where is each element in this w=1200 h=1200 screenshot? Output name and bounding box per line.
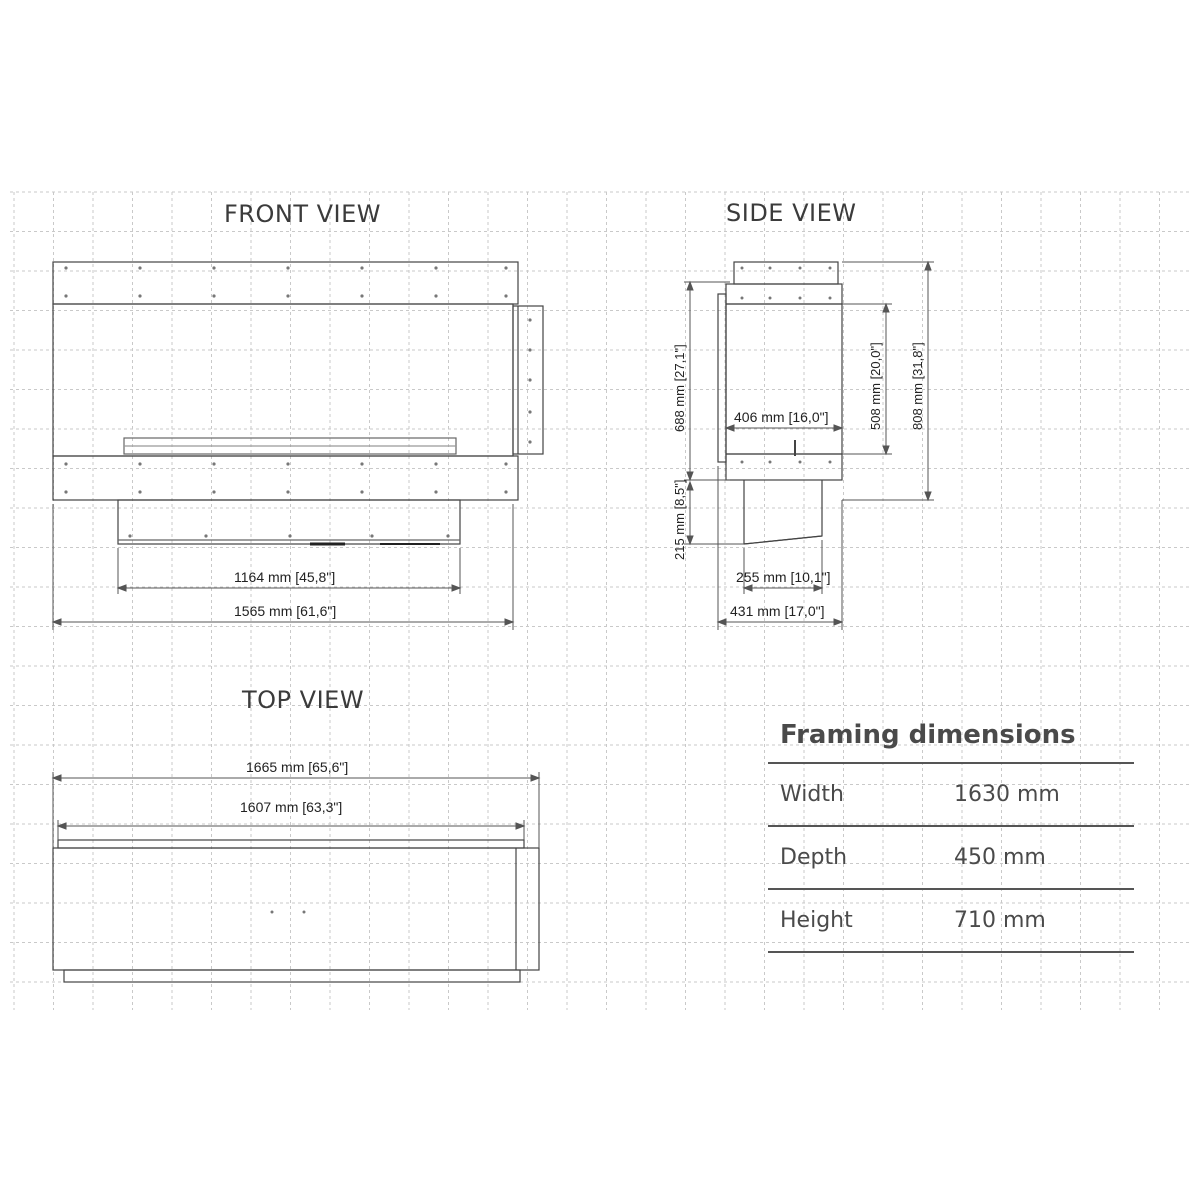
framing-row-label: Height: [780, 908, 853, 933]
top-dim-outer-width: 1665 mm [65,6"]: [246, 759, 349, 775]
side-dim-height-808: 808 mm [31,8"]: [910, 342, 925, 430]
front-dim-inner-width: 1164 mm [45,8"]: [234, 569, 336, 585]
side-dim-height-508: 508 mm [20,0"]: [868, 342, 883, 430]
framing-row-depth: [768, 827, 1134, 890]
framing-row-label: Depth: [780, 845, 848, 870]
side-dim-depth-255: 255 mm [10,1"]: [736, 569, 831, 585]
framing-row-value: 1630 mm: [954, 782, 1060, 807]
framing-row-width: [768, 764, 1134, 827]
top-body: [53, 848, 539, 970]
side-dim-depth-431: 431 mm [17,0"]: [730, 603, 825, 619]
side-dim-height-215: 215 mm [8,5"]: [672, 479, 687, 560]
front-view-title: FRONT VIEW: [224, 200, 382, 228]
side-view-title: SIDE VIEW: [726, 199, 857, 227]
side-dim-height-688: 688 mm [27,1"]: [672, 344, 687, 432]
top-view-title: TOP VIEW: [242, 686, 365, 714]
framing-row-label: Width: [780, 782, 844, 807]
top-dim-inner-width: 1607 mm [63,3"]: [240, 799, 343, 815]
top-rear-strip: [64, 970, 520, 982]
top-front-strip: [58, 840, 524, 848]
framing-row-height: [768, 890, 1134, 953]
framing-row-value: 710 mm: [954, 908, 1046, 933]
framing-dimensions-table: [768, 712, 1134, 953]
framing-heading: Framing dimensions: [768, 712, 1134, 764]
front-dim-outer-width: 1565 mm [61,6"]: [234, 603, 337, 619]
framing-row-value: 450 mm: [954, 845, 1046, 870]
side-dim-depth-406: 406 mm [16,0"]: [734, 409, 829, 425]
